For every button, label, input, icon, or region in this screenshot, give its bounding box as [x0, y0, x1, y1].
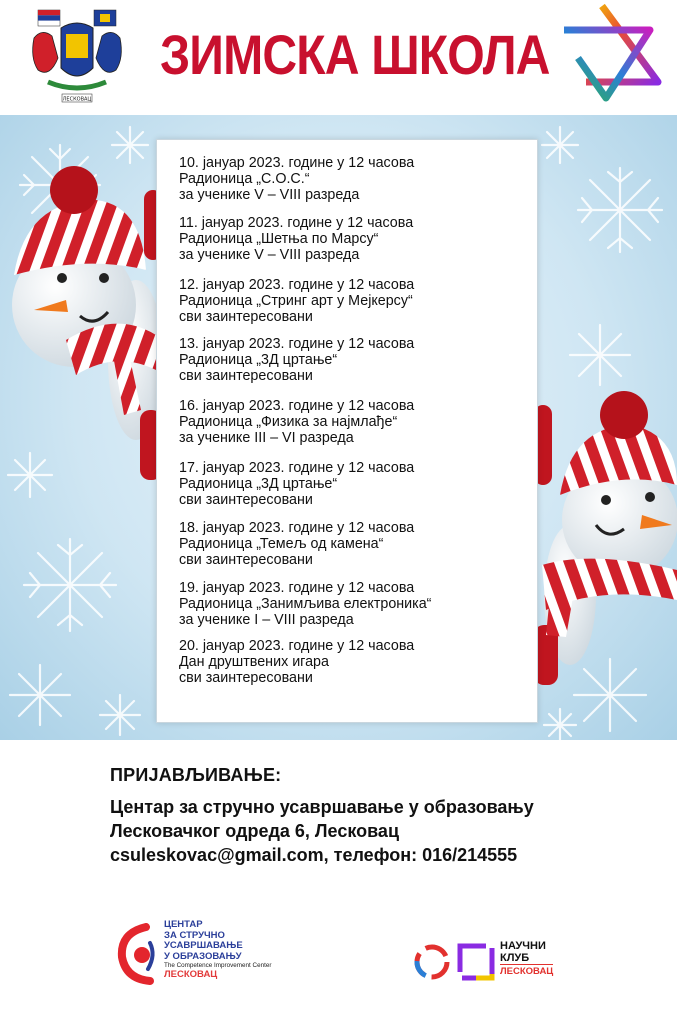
csu-line2: ЗА СТРУЧНО — [164, 929, 225, 941]
event-date: 17. јануар 2023. године у 12 часова — [179, 460, 415, 476]
registration-heading: ПРИЈАВЉИВАЊЕ: — [110, 765, 282, 785]
nk-line1: НАУЧНИ — [500, 940, 546, 952]
event-audience: сви заинтересовани — [179, 309, 313, 325]
page-title: ЗИМСКА ШКОЛА — [160, 23, 550, 86]
event-workshop: Радионица „Темељ од камена“ — [179, 536, 384, 552]
event-workshop: Радионица „3Д цртање“ — [179, 476, 338, 492]
event-audience: сви заинтересовани — [179, 670, 313, 686]
event-date: 19. јануар 2023. године у 12 часова — [179, 580, 415, 596]
coat-caption: ЛЕСКОВАЦ — [62, 96, 92, 103]
csu-line4: У ОБРАЗОВАЊУ — [164, 950, 242, 962]
registration-details — [110, 795, 534, 867]
naucni-klub-logo — [412, 938, 592, 988]
event-audience: за ученике V – VIII разреда — [179, 247, 360, 263]
event-workshop: Радионица „Шетња по Марсу“ — [179, 231, 379, 247]
event-audience: сви заинтересовани — [179, 368, 313, 384]
event-workshop: Радионица „С.О.С.“ — [179, 171, 310, 187]
csu-english: The Competence Improvement Center — [164, 962, 272, 969]
event-audience: за ученике V – VIII разреда — [179, 187, 360, 203]
csu-logo-icon — [116, 923, 162, 987]
event-audience: за ученике III – VI разреда — [179, 430, 354, 446]
csu-line3: УСАВРШАВАЊЕ — [164, 940, 243, 951]
event-date: 13. јануар 2023. године у 12 часова — [179, 336, 415, 352]
event-date: 16. јануар 2023. године у 12 часова — [179, 398, 415, 414]
event-audience: за ученике I – VIII разреда — [179, 612, 354, 628]
registration-block — [110, 765, 534, 867]
triangle-logo-icon — [558, 2, 666, 104]
registration-contact[interactable]: csuleskovac@gmail.com, телефон: 016/214555 — [110, 845, 518, 865]
event-date: 12. јануар 2023. године у 12 часова — [179, 277, 415, 293]
event-item — [179, 155, 414, 203]
event-audience: сви заинтересовани — [179, 552, 313, 568]
event-date: 10. јануар 2023. године у 12 часова — [179, 155, 415, 171]
leskovac-coat-of-arms-icon — [28, 8, 126, 108]
csu-line1: ЦЕНТАР — [164, 919, 203, 930]
event-item — [179, 520, 414, 568]
header — [0, 0, 677, 115]
naucni-klub-logo-icon — [412, 940, 498, 984]
csu-logo — [116, 915, 306, 995]
event-item — [179, 638, 414, 686]
event-workshop: Радионица „Стринг арт у Мејкерсу“ — [179, 293, 413, 309]
event-item — [179, 277, 414, 325]
naucni-klub-text — [500, 940, 553, 978]
registration-address: Лесковачког одреда 6, Лесковац — [110, 821, 400, 841]
snowman-left-illustration — [6, 160, 166, 490]
schedule-card — [156, 139, 538, 723]
event-item — [179, 215, 413, 263]
csu-city: ЛЕСКОВАЦ — [164, 969, 218, 980]
event-item — [179, 580, 431, 628]
event-workshop: Радионица „3Д цртање“ — [179, 352, 338, 368]
snowman-right-illustration — [532, 385, 677, 690]
nk-city: ЛЕСКОВАЦ — [500, 966, 554, 977]
event-audience: сви заинтересовани — [179, 492, 313, 508]
event-workshop: Дан друштвених игара — [179, 654, 329, 670]
event-date: 18. јануар 2023. године у 12 часова — [179, 520, 415, 536]
event-date: 20. јануар 2023. године у 12 часова — [179, 638, 415, 654]
event-item — [179, 460, 414, 508]
event-workshop: Радионица „Физика за најмлађе“ — [179, 414, 398, 430]
csu-logo-text — [164, 920, 271, 981]
event-workshop: Радионица „Занимљива електроника“ — [179, 596, 432, 612]
registration-institution: Центар за стручно усавршавање у образовању — [110, 797, 534, 817]
event-item — [179, 398, 414, 446]
event-date: 11. јануар 2023. године у 12 часова — [179, 215, 414, 231]
event-item — [179, 336, 414, 384]
nk-line2: КЛУБ — [500, 952, 530, 964]
